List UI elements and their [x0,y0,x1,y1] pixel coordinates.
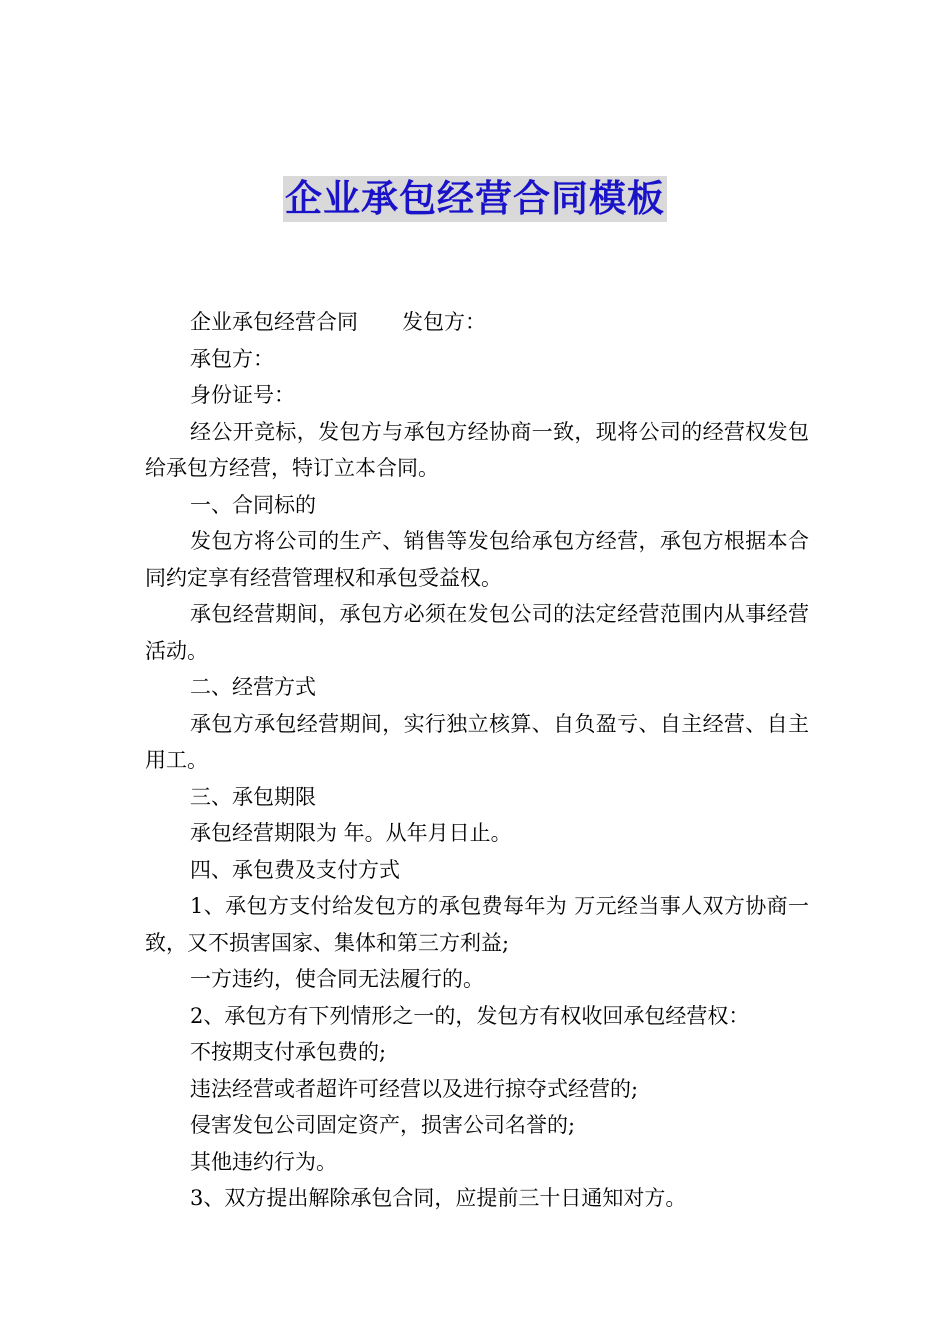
section-heading-subject: 一、合同标的 [190,492,316,517]
fee-clause-1: 1、承包方支付给发包方的承包费每年为 万元经当事人双方协商一致，又不损害国家、集体和第三方利益; [145,894,809,955]
contractor-label: 承包方： [190,346,274,371]
id-number-label: 身份证号： [190,383,295,407]
condition-1: 不按期支付承包费的; [190,1040,387,1064]
preamble-paragraph: 经公开竞标，发包方与承包方经协商一致，现将公司的经营权发包给承包方经营，特订立本合同。 [145,419,809,480]
condition-2: 违法经营或者超许可经营以及进行掠夺式经营的; [190,1076,639,1101]
contract-name: 企业承包经营合同 [190,310,358,334]
fee-clause-3: 3、双方提出解除承包合同，应提前三十日通知对方。 [190,1186,687,1210]
document-title: 企业承包经营合同模板 [285,177,665,220]
condition-4: 其他违约行为。 [190,1149,337,1174]
section-heading-method: 二、经营方式 [190,675,316,699]
issuer-label: 发包方： [402,310,486,334]
method-paragraph: 承包方承包经营期间，实行独立核算、自负盈亏、自主经营、自主用工。 [145,711,809,772]
subject-paragraph: 发包方将公司的生产、销售等发包给承包方经营，承包方根据本合同约定享有经营管理权和承包受益权。 [145,529,809,590]
fee-clause-2: 2、承包方有下列情形之一的，发包方有权收回承包经营权： [190,1003,750,1028]
scope-paragraph: 承包经营期间，承包方必须在发包公司的法定经营范围内从事经营活动。 [145,602,809,663]
term-paragraph: 承包经营期限为 年。从年月日止。 [190,821,512,845]
section-heading-fees: 四、承包费及支付方式 [190,857,400,882]
intro-line [145,304,809,341]
document-body [145,304,809,1217]
title-container [0,176,950,222]
condition-3: 侵害发包公司固定资产，损害公司名誉的; [190,1113,576,1137]
section-heading-term: 三、承包期限 [190,784,316,809]
breach-paragraph: 一方违约，使合同无法履行的。 [190,967,484,991]
